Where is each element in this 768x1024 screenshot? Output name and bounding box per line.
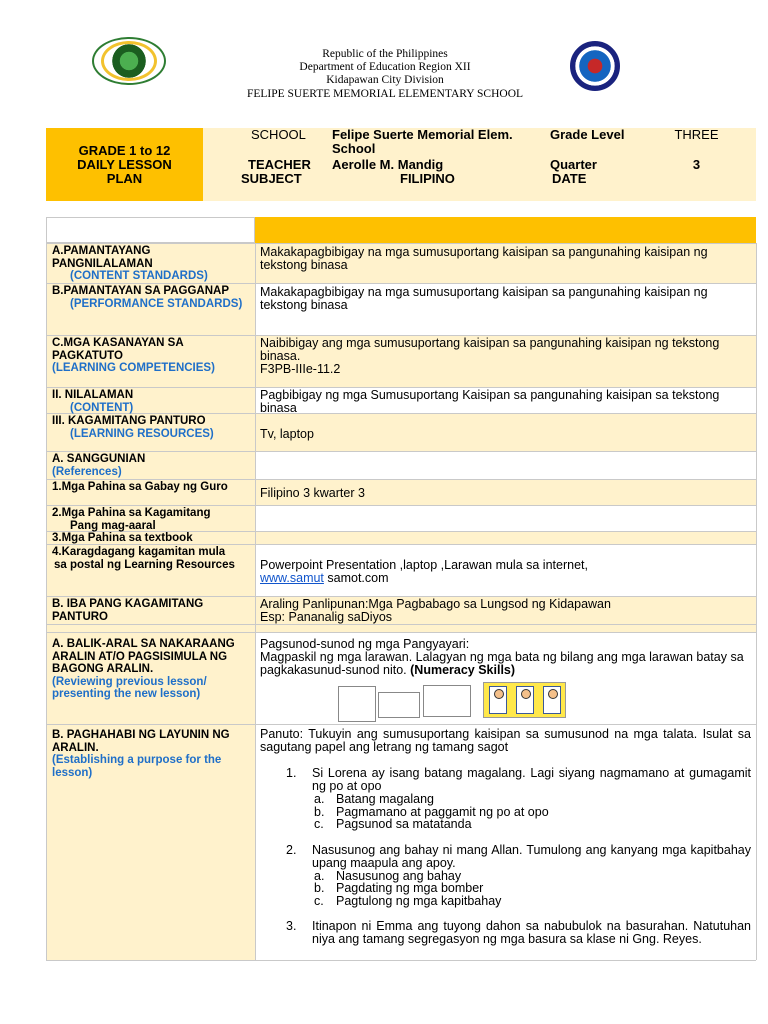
purpose-title: B. PAGHAHABI NG LAYUNIN NG ARALIN. (52, 729, 230, 754)
question-item-2 (286, 844, 751, 908)
choice-letter: c. (314, 893, 324, 908)
question-text: Nasusunog ang bahay ni mang Allan. Tumulong ang kanyang mga kapitbahay upang maapula ang apoy. (312, 842, 751, 870)
dlp-title-line3: PLAN (106, 171, 143, 186)
teacher-guide-label: 1.Mga Pahina sa Gabay ng Guro (52, 481, 228, 493)
references-label (46, 452, 255, 478)
learner-materials-line2: Pang mag-aaral (70, 519, 156, 532)
other-materials-label: B. IBA PANG KAGAMITANG PANTURO (52, 598, 204, 623)
learning-competencies-value (255, 336, 756, 376)
content-title: II. NILALAMAN (52, 389, 134, 401)
teacher-guide-value: Filipino 3 kwarter 3 (260, 486, 365, 500)
deped-region-seal-logo (92, 37, 166, 85)
question-list (260, 767, 751, 946)
review-heading: Pagsunod-sunod ng mga Pangyayari: (260, 637, 470, 651)
child-figure-icon (489, 686, 507, 714)
info-spacer-row (203, 186, 756, 201)
content-standards-label (46, 244, 255, 283)
other-materials-value (255, 597, 756, 624)
additional-materials-line2: sa postal ng Learning Resources (54, 558, 235, 571)
learning-competencies-code: F3PB-IIIe-11.2 (260, 362, 341, 376)
header-division: Kidapawan City Division (326, 74, 444, 86)
references-title: A. SANGGUNIAN (52, 453, 146, 465)
child-figure-icon (543, 686, 561, 714)
date-value (637, 172, 756, 186)
question-number: 3. (286, 919, 297, 933)
deped-seal-logo (570, 41, 620, 91)
date-label: DATE (541, 172, 637, 186)
dlp-title (46, 128, 203, 186)
choice-letter: a. (314, 792, 325, 806)
link-rest-text: samot.com (323, 571, 389, 585)
purpose-subtitle: (Establishing a purpose for the lesson) (52, 754, 222, 779)
quarter-value: 3 (637, 158, 756, 172)
header-department: Department of Education Region XII (299, 61, 471, 73)
content-standards-title: A.PAMANTAYANG PANGNILALAMAN (52, 245, 153, 270)
row-bg-separator (46, 624, 756, 632)
learning-competencies-title: C.MGA KASANAYAN SA PAGKATUTO (52, 337, 184, 362)
question-number: 2. (286, 842, 297, 857)
samut-samot-link[interactable]: www.samut (260, 571, 324, 585)
learning-competencies-label (46, 336, 255, 375)
question-number: 1. (286, 766, 297, 780)
numeracy-skills-tag: (Numeracy Skills) (410, 663, 516, 677)
content-standards-subtitle: (CONTENT STANDARDS) (70, 270, 208, 282)
question-item-3 (286, 920, 751, 946)
additional-materials-value (255, 558, 756, 585)
subject-value: FILIPINO (326, 172, 541, 186)
choice-text: Pagsunod sa matatanda (336, 817, 472, 831)
additional-materials-line1: 4.Karagdagang kagamitan mula (52, 546, 226, 558)
purpose-instruction: Panuto: Tukuyin ang sumusuportang kaisipan sa sumusunod na mga talata. Isulat sa sagutang papel ang letrang ng tamang sagot (260, 727, 751, 754)
content-subtitle: (CONTENT) (70, 401, 134, 414)
choice-letter: c. (314, 817, 324, 831)
purpose-label (46, 728, 255, 779)
choice-letter: a. (314, 868, 325, 883)
learning-resources-value: Tv, laptop (260, 427, 314, 441)
additional-materials-link-line (260, 572, 751, 585)
learning-resources-subtitle: (LEARNING RESOURCES) (70, 427, 214, 440)
review-value (255, 637, 756, 677)
seal-inner-icon (101, 41, 157, 81)
teacher-value: Aerolle M. Mandig (326, 158, 541, 172)
textbook-label: 3.Mga Pahina sa textbook (52, 532, 193, 544)
dlp-title-line2: DAILY LESSON (77, 157, 172, 172)
teacher-label: TEACHER (203, 158, 326, 172)
question-text: Itinapon ni Emma ang tuyong dahon sa nabubulok na basurahan. Natutuhan niya ang tamang segregasyon ng mga basura sa klase ni Gng. Reyes. (312, 919, 751, 946)
question-item-1 (286, 767, 751, 831)
additional-materials-text: Powerpoint Presentation ,laptop ,Larawan mula sa internet, (260, 558, 588, 572)
content-value: Pagbibigay ng mga Sumusuportang Kaisipan sa pangunahing kaisipan sa tekstong binasa (260, 388, 720, 415)
choice-text: Pagtulong ng mga kapitbahay (336, 893, 502, 908)
other-materials-esp: Esp: Pananalig saDiyos (260, 610, 393, 624)
choice-text: Pagdating ng mga bomber (336, 881, 484, 895)
review-subtitle: (Reviewing previous lesson/ presenting the new lesson) (52, 675, 207, 700)
learner-materials-label (46, 506, 255, 532)
choice-text: Nasusunog ang bahay (336, 868, 462, 883)
performance-standards-value: Makakapagbibigay na mga sumusuportang kaisipan sa pangunahing kaisipan ng tekstong binasa (260, 285, 708, 312)
additional-materials-label (46, 545, 255, 571)
question-text: Si Lorena ay isang batang magalang. Lagi siyang nagmamano at gumagamit ng po at opo (312, 766, 751, 793)
learning-resources-label (46, 414, 255, 440)
learning-competencies-subtitle: (LEARNING COMPETENCIES) (52, 362, 215, 374)
header-republic: Republic of the Philippines (322, 48, 448, 60)
sequence-picture-3 (423, 685, 471, 717)
dlp-title-line1: GRADE 1 to 12 (78, 143, 171, 158)
children-picture (483, 682, 566, 718)
title-spacer (46, 186, 203, 201)
review-label (46, 637, 255, 701)
choice-letter: b. (314, 804, 325, 819)
purpose-value (255, 727, 756, 946)
performance-standards-title: B.PAMANTAYAN SA PAGGANAP (52, 285, 229, 297)
references-subtitle: (References) (52, 465, 122, 478)
school-label: SCHOOL (203, 128, 326, 158)
content-label (46, 388, 255, 414)
school-value: Felipe Suerte Memorial Elem. School (326, 128, 541, 158)
performance-standards-label (46, 284, 255, 310)
choice-letter: b. (314, 881, 325, 895)
main-header-left (46, 217, 255, 243)
header-school-name: FELIPE SUERTE MEMORIAL ELEMENTARY SCHOOL (246, 88, 524, 100)
sequence-picture-2 (378, 692, 420, 718)
learning-resources-title: III. KAGAMITANG PANTURO (52, 415, 206, 427)
main-header-right (255, 217, 756, 243)
review-title: A. BALIK-ARAL SA NAKARAANG ARALIN AT/O PAGSISIMULA NG BAGONG ARALIN. (52, 638, 235, 675)
quarter-label: Quarter (541, 158, 637, 172)
sequence-picture-1 (338, 686, 376, 722)
review-instruction-text: Magpaskil ng mga larawan. Lalagyan ng mga bata ng bilang ang mga larawan batay sa pagkakasunud-sunod nito. (260, 650, 744, 677)
choice-text: Pagmamano at paggamit ng po at opo (336, 804, 549, 819)
grade-level-value: THREE (637, 128, 756, 158)
subject-label: SUBJECT (203, 172, 326, 186)
grade-level-label: Grade Level (541, 128, 637, 158)
learner-materials-line1: 2.Mga Pahina sa Kagamitang (52, 507, 211, 519)
learning-competencies-text: Naibibigay ang mga sumusuportang kaisipan sa pangunahing kaisipan ng tekstong binasa. (260, 336, 720, 363)
review-instruction (260, 651, 751, 677)
choice-text: Batang magalang (336, 792, 434, 806)
other-materials-ap: Araling Panlipunan:Mga Pagbabago sa Lungsod ng Kidapawan (260, 597, 611, 611)
child-figure-icon (516, 686, 534, 714)
performance-standards-subtitle: (PERFORMANCE STANDARDS) (70, 297, 243, 310)
content-standards-value: Makakapagbibigay na mga sumusuportang kaisipan sa pangunahing kaisipan ng tekstong binasa (260, 245, 708, 272)
